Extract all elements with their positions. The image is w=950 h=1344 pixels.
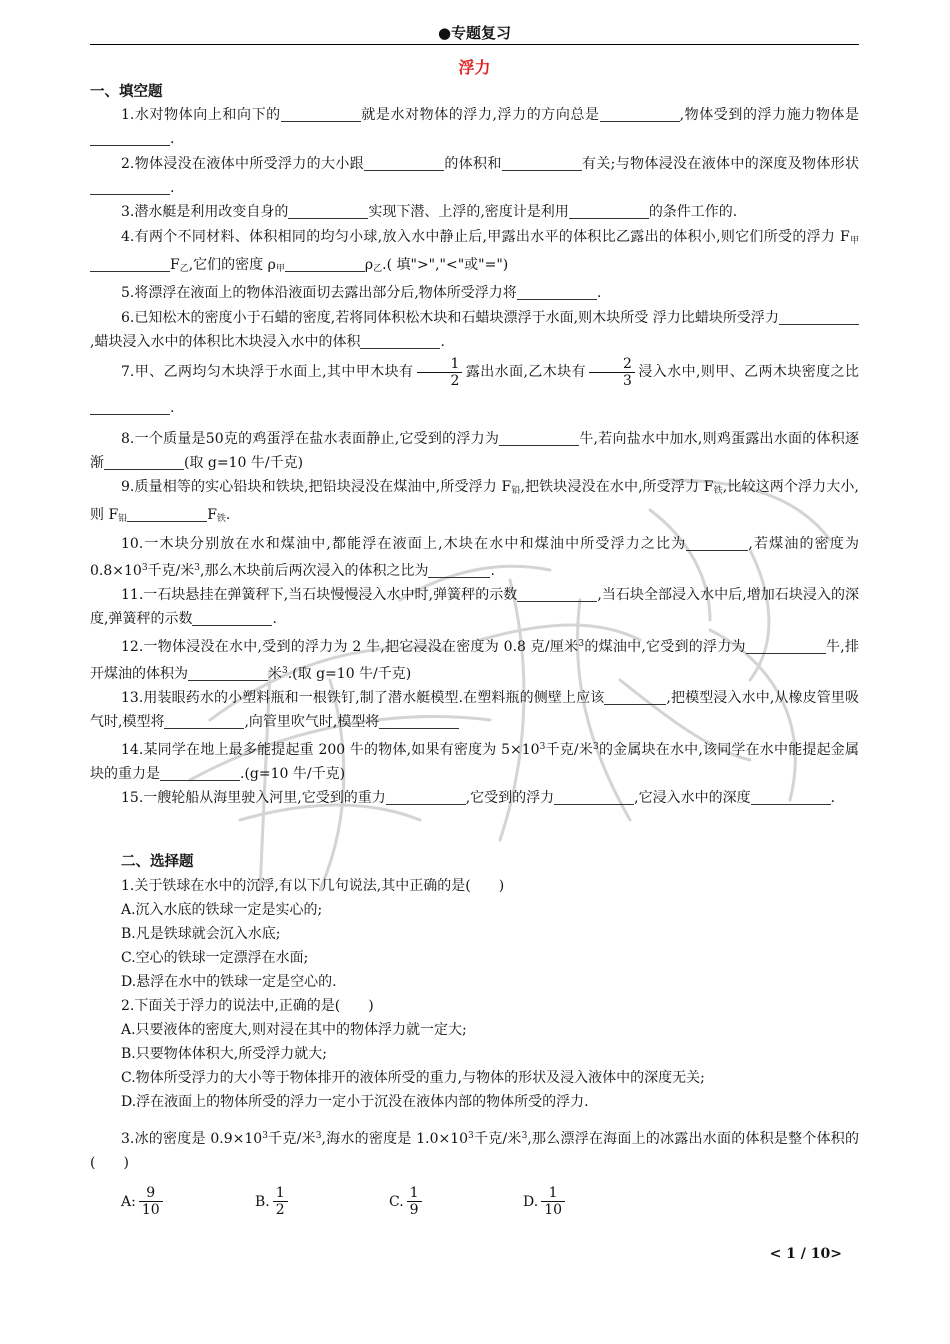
answer-blank[interactable] xyxy=(192,609,272,626)
answer-blank[interactable] xyxy=(502,154,582,171)
answer-blank[interactable] xyxy=(569,202,649,219)
option-1c: C.空心的铁球一定漂浮在水面; xyxy=(121,950,309,966)
answer-blank[interactable] xyxy=(600,105,680,122)
header-divider xyxy=(90,44,859,45)
answer-blank[interactable] xyxy=(188,664,268,681)
answer-blank[interactable] xyxy=(285,255,365,272)
answer-blank[interactable] xyxy=(164,712,244,729)
question-4: 4.有两个不同材料、体积相同的均匀小球,放入水中静止后,甲露出水平的体积比乙露出的体积小,则它们所受的浮力 $F_甲F_乙$,它们的密度 $\rho_甲$ $\rho_乙$.( 填">","<"或"=") xyxy=(90,225,859,281)
answer-blank[interactable] xyxy=(517,283,597,300)
answer-blank[interactable] xyxy=(379,712,459,729)
fraction: $\frac{2}{3}$ xyxy=(589,356,635,389)
answer-blank[interactable] xyxy=(160,764,240,781)
question-9: 9.质量相等的实心铅块和铁块,把铅块浸没在煤油中,所受浮力 $F_铅$,把铁块浸没在水中,所受浮力 $F_铁$,比较这两个浮力大小,则 $F_铅$ $F_铁$. xyxy=(90,479,859,524)
answer-blank[interactable] xyxy=(104,453,184,470)
answer-blank[interactable] xyxy=(90,398,170,415)
option-1b: B.凡是铁球就会沉入水底; xyxy=(121,926,281,942)
answer-blank[interactable] xyxy=(281,105,361,122)
answer-blank[interactable] xyxy=(90,255,170,272)
answer-blank[interactable] xyxy=(554,788,634,805)
option-1a: A.沉入水底的铁球一定是实心的; xyxy=(121,902,323,918)
question-10: 10.一木块分别放在水和煤油中,都能浮在液面上,木块在水中和煤油中所受浮力之比为 ,若煤油的密度为 $0.8\times 10^3$千克/米$^3$,那么木块前后两次浸入的体积之比为 . xyxy=(90,535,859,579)
answer-blank[interactable] xyxy=(779,308,859,325)
answer-blank[interactable] xyxy=(751,788,831,805)
section-choice-heading: 二、选择题 xyxy=(121,854,194,870)
fraction: $\frac{1}{10}$ xyxy=(541,1185,565,1218)
option-2d: D.浮在液面上的物体所受的浮力一定小于沉没在液体内部的物体所受的浮力. xyxy=(121,1094,589,1110)
fill-in-section xyxy=(90,103,859,810)
section-fill-heading: 一、填空题 xyxy=(90,84,163,100)
answer-blank[interactable] xyxy=(386,788,466,805)
header-title: ●专题复习 xyxy=(437,24,512,42)
option-2b: B.只要物体体积大,所受浮力就大; xyxy=(121,1046,327,1062)
question-6: 6.已知松木的密度小于石蜡的密度,若将同体积松木块和石蜡块漂浮于水面,则木块所受 浮力比蜡块所受浮力,蜡块浸入水中的体积比木块浸入水中的体积 . xyxy=(90,306,859,354)
choice-question-3: 3.冰的密度是 $0.9\times 10^3$千克/米$^3$,海水的密度是 $1.0\times 10^3$千克/米$^3$,那么漂浮在海面上的冰露出水面的体积是整个体积的( ) A: $\frac{9}{10}$ B. $\frac{1}{2}$ C. $\frac{1}{9}$ D. $\frac{1}{10}$ xyxy=(90,1131,860,1218)
question-11: 11.一石块悬挂在弹簧秤下,当石块慢慢浸入水中时,弹簧秤的示数 ,当石块全部浸入水中后,增加石块浸入的深度,弹簧秤的示数 . xyxy=(90,587,859,627)
answer-blank[interactable] xyxy=(686,534,748,551)
choice-question-2: 2.下面关于浮力的说法中,正确的是( ) xyxy=(121,998,374,1014)
fraction: $\frac{1}{2}$ xyxy=(273,1185,288,1218)
page-title: 浮力 xyxy=(458,58,491,77)
question-12: 12.一物体浸没在水中,受到的浮力为 2 牛,把它浸没在密度为 0.8 克/厘米$^3$的煤油中,它受到的浮力为 牛,排开煤油的体积为 米$^3$.(取 g=10 牛/千克) xyxy=(90,638,859,682)
question-7: 7.甲、乙两均匀木块浮于水面上,其中甲木块有 $\frac{1}{2}$ 露出水面,乙木块有 $\frac{2}{3}$ 浸入水中,则甲、乙两木块密度之比. xyxy=(90,354,859,426)
question-13: 13.用装眼药水的小塑料瓶和一根铁钉,制了潜水艇模型.在塑料瓶的侧壁上应该 ,把模型浸入水中,从橡皮管里吸气时,模型将 ,向管里吹气时,模型将 xyxy=(90,690,859,730)
answer-blank[interactable] xyxy=(428,561,490,578)
answer-blank[interactable] xyxy=(517,585,597,602)
question-15: 15.一艘轮船从海里驶入河里,它受到的重力 ,它受到的浮力 ,它浸入水中的深度 . xyxy=(121,790,836,806)
answer-blank[interactable] xyxy=(604,688,666,705)
option-2a: A.只要液体的密度大,则对浸在其中的物体浮力就一定大; xyxy=(121,1022,467,1038)
option-3a[interactable]: A: $\frac{9}{10}$ xyxy=(121,1185,255,1218)
question-14: 14.某同学在地上最多能提起重 200 牛的物体,如果有密度为 $5\times 10^3$千克/米$^3$的金属块在水中,该同学在水中能提起金属块的重力是 .(g=10 牛/千克) xyxy=(90,741,859,782)
question-1: 1.水对物体向上和向下的 就是水对物体的浮力,浮力的方向总是 ,物体受到的浮力施力物体是. xyxy=(90,103,859,151)
answer-blank[interactable] xyxy=(127,505,207,522)
option-3d[interactable]: D. $\frac{1}{10}$ xyxy=(523,1185,657,1218)
fraction: $\frac{9}{10}$ xyxy=(139,1185,163,1218)
fraction: $\frac{1}{2}$ xyxy=(417,356,463,389)
answer-blank[interactable] xyxy=(746,637,826,654)
question-8: 8.一个质量是50克的鸡蛋浮在盐水表面静止,它受到的浮力为 牛,若向盐水中加水,则鸡蛋露出水面的体积逐渐 (取 g=10 牛/千克) xyxy=(90,430,859,471)
question-2: 2.物体浸没在液体中所受浮力的大小跟 的体积和 有关;与物体浸没在液体中的深度及物体形状. xyxy=(90,152,859,200)
question-3: 3.潜水艇是利用改变自身的 实现下潜、上浮的,密度计是利用 的条件工作的. xyxy=(121,204,738,220)
answer-blank[interactable] xyxy=(90,178,170,195)
answer-blank[interactable] xyxy=(360,332,440,349)
answer-blank[interactable] xyxy=(364,154,444,171)
answer-blank[interactable] xyxy=(288,202,368,219)
page-number: < 1 / 10> xyxy=(769,1246,842,1262)
option-3c[interactable]: C. $\frac{1}{9}$ xyxy=(389,1185,523,1218)
fraction: $\frac{1}{9}$ xyxy=(407,1185,422,1218)
option-3b[interactable]: B. $\frac{1}{2}$ xyxy=(255,1185,389,1218)
choice-section xyxy=(121,874,859,1114)
option-1d: D.悬浮在水中的铁球一定是空心的. xyxy=(121,974,337,990)
answer-blank[interactable] xyxy=(499,429,579,446)
option-2c: C.物体所受浮力的大小等于物体排开的液体所受的重力,与物体的形状及浸入液体中的深度无关; xyxy=(121,1070,705,1086)
question-5: 5.将漂浮在液面上的物体沿液面切去露出部分后,物体所受浮力将 . xyxy=(121,285,602,301)
choice-question-1: 1.关于铁球在水中的沉浮,有以下几句说法,其中正确的是( ) xyxy=(121,878,505,894)
answer-blank[interactable] xyxy=(90,129,170,146)
options-row xyxy=(90,1185,859,1218)
